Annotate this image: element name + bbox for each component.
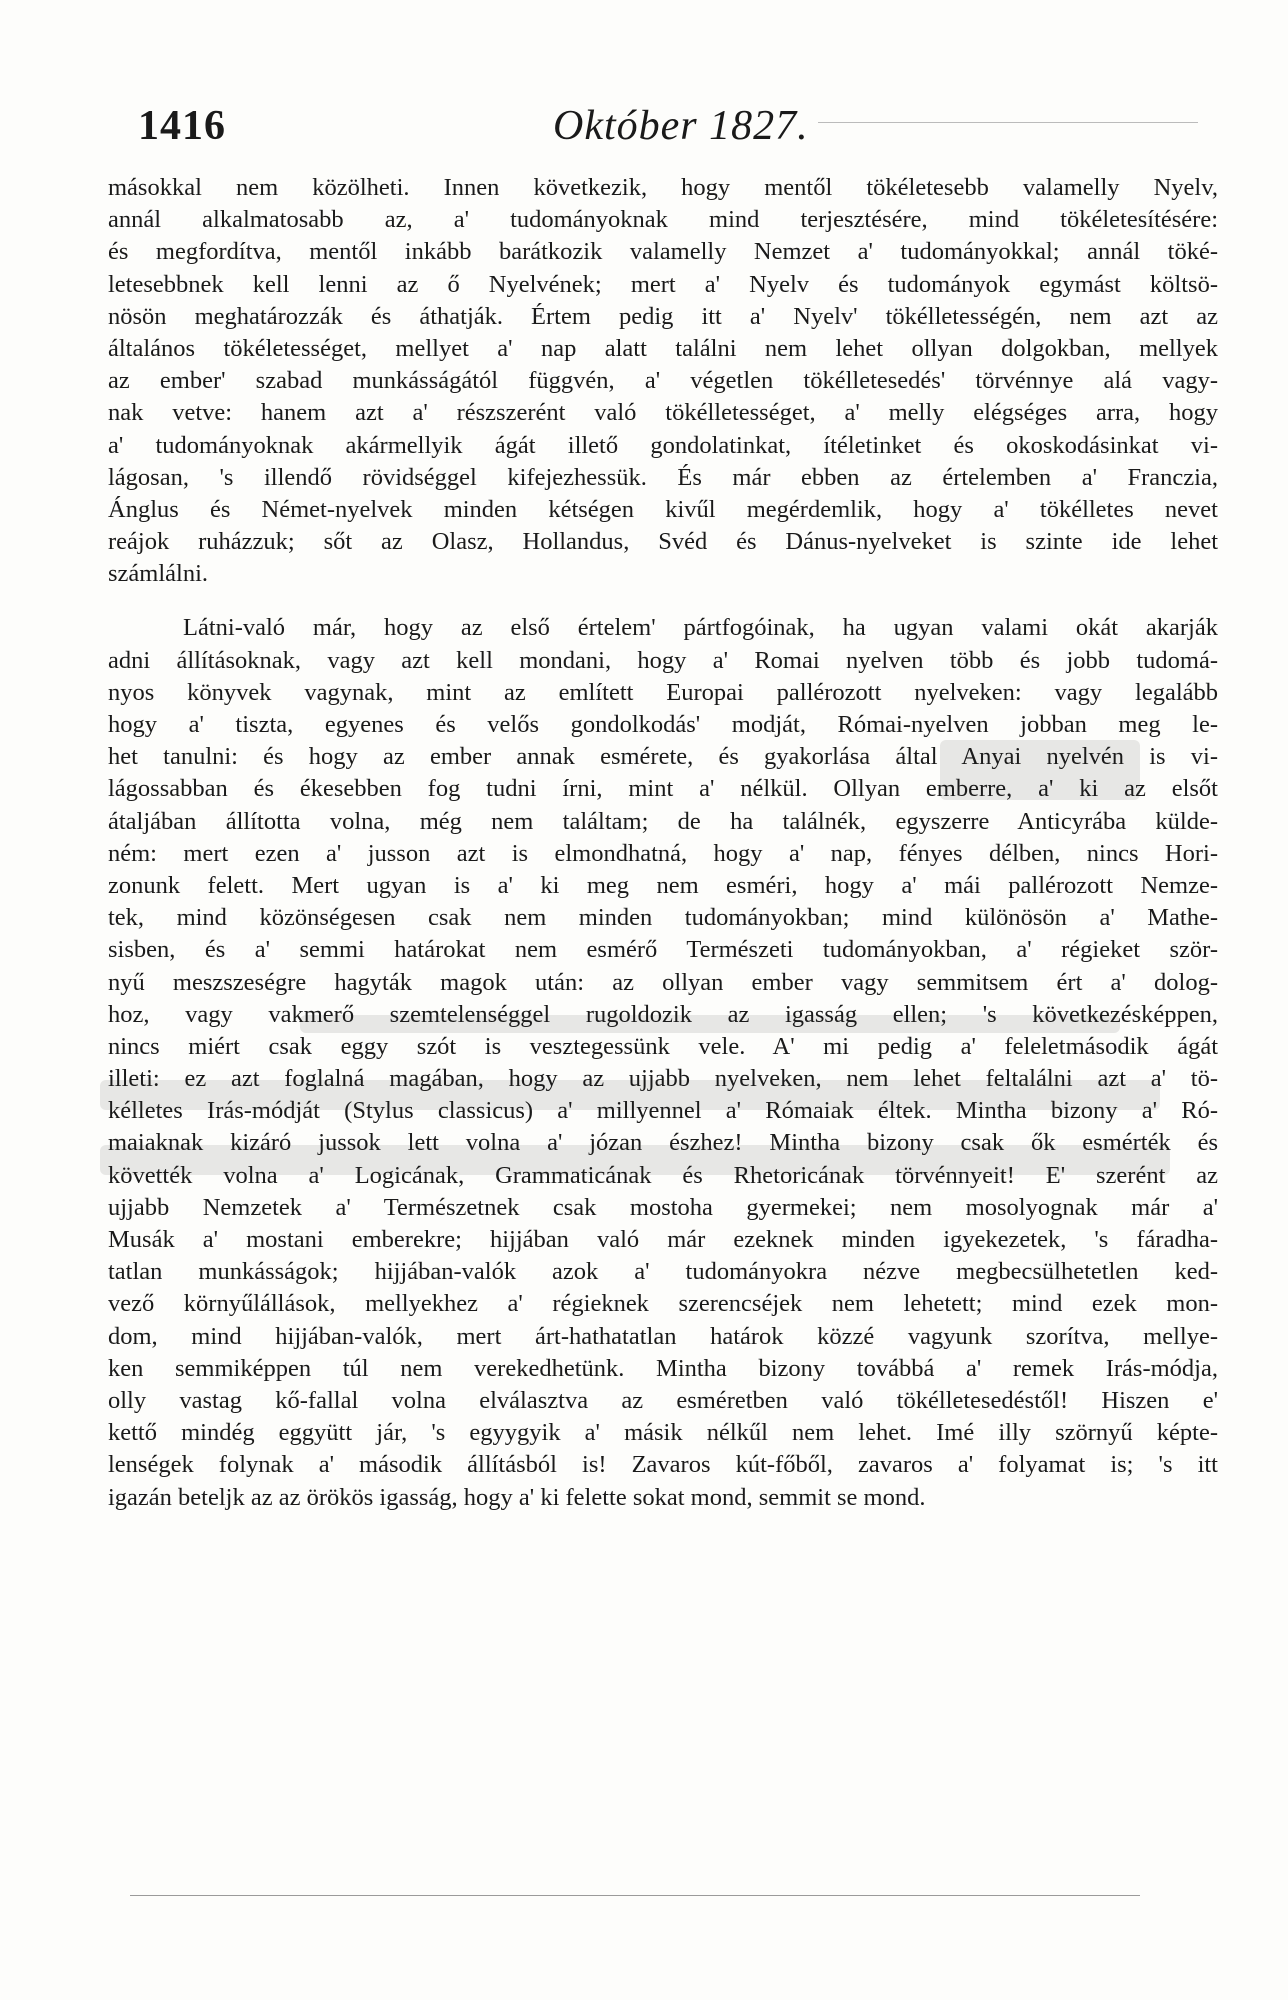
text-line: nincs miért csak eggy szót is vesztegessünk vele. A' mi pedig a' feleletmásodik ágát (108, 1032, 1218, 1060)
text-line: tek, mind közönségesen csak nem minden tudományokban; mind különösön a' Mathe- (108, 904, 1218, 932)
ink-smudge (940, 740, 1140, 800)
text-line: ujjabb Nemzetek a' Természetnek csak mostoha gyermekei; nem mosolyognak már a' (108, 1193, 1218, 1221)
text-line: illeti: ez azt foglalná magában, hogy az ujjabb nyelveken, nem lehet feltalálni azt a' tö- (108, 1065, 1218, 1093)
ink-smudge (300, 1015, 1120, 1033)
text-line: het tanulni: és hogy az ember annak esmérete, és gyakorlása által Anyai nyelvén is vi- (108, 743, 1218, 771)
text-line: ném: mert ezen a' jusson azt is elmondhatná, hogy a' nap, fényes délben, nincs Hori- (108, 839, 1218, 867)
text-line: Musák a' mostani emberekre; hijjában való már ezeknek minden igyekezetek, 's fáradha- (108, 1226, 1218, 1253)
text-line: és megfordítva, mentől inkább barátkozik valamelly Nemzet a' tudományokkal; annál töké- (108, 238, 1218, 266)
text-line: a' tudományoknak akármellyik ágát illető gondolatinkat, ítéletinket és okoskodásinkat vi- (108, 431, 1218, 459)
text-line: adni állításoknak, vagy azt kell mondani, hogy a' Romai nyelven több és jobb tudomá- (108, 646, 1218, 674)
header-rule (818, 122, 1198, 123)
paragraph-1 (108, 172, 1218, 590)
text-line: dom, mind hijjában-valók, mert árt-hathatatlan határok közzé vagyunk szorítva, mellye- (108, 1322, 1218, 1350)
text-line: tatlan munkásságok; hijjában-valók azok a' tudományokra nézve megbecsülhetetlen ked- (108, 1258, 1218, 1286)
text-line: lágossabban és ékesebben fog tudni írni, mint a' nélkül. Ollyan emberre, a' ki az elsőt (108, 775, 1218, 803)
text-line: vező környűlállások, mellyekhez a' régieknek szerencséjek nem lehetett; mind ezek mon- (108, 1290, 1218, 1318)
text-line: lágosan, 's illendő rövidséggel kifejezhessük. És már ebben az értelemben a' Franczia, (108, 463, 1218, 491)
ink-smudge (100, 1145, 1170, 1175)
text-line: letesebbnek kell lenni az ő Nyelvének; mert a' Nyelv és tudományok egymást költsö- (108, 270, 1218, 298)
text-line: maiaknak kizáró jussok lett volna a' józan észhez! Mintha bizony csak ők esmérték és (108, 1129, 1218, 1157)
text-line: nyos könyvek vagynak, mint az említett Europai pallérozott nyelveken: vagy legalább (108, 678, 1218, 706)
page-number: 1416 (138, 103, 226, 149)
text-line: átaljában állította volna, még nem találtam; de ha találnék, egyszerre Anticyrába külde- (108, 807, 1218, 835)
text-line: követték volna a' Logicának, Grammaticának és Rhetoricának törvénnyeit! E' szerént az (108, 1161, 1218, 1189)
text-line: nak vetve: hanem azt a' részszerént való tökélletességet, a' melly elégséges arra, hogy (108, 399, 1218, 427)
body-text (108, 172, 1218, 1514)
underline-mark (130, 1895, 1140, 1896)
text-line: hogy a' tiszta, egyenes és velős gondolkodás' modját, Római-nyelven jobban meg le- (108, 711, 1218, 738)
text-line: olly vastag kő-fallal volna elválasztva az esméretben való tökélletesedéstől! Hiszen e' (108, 1386, 1218, 1414)
text-line: kélletes Irás-módját (Stylus classicus) a' millyennel a' Rómaiak éltek. Mintha bizony a' Ró- (108, 1097, 1218, 1125)
text-line: Látni-való már, hogy az első értelem' pártfogóinak, ha ugyan valami okát akarják (183, 614, 1218, 642)
text-line: sisben, és a' semmi határokat nem esmérő Természeti tudományokban, a' régieket ször- (108, 936, 1218, 964)
ink-smudge (100, 1080, 1160, 1110)
paragraph-gap (108, 590, 1218, 612)
text-line: kettő mindég eggyütt jár, 's egyygyik a' másik nélkűl nem lehet. Imé illy szörnyű képte- (108, 1419, 1218, 1447)
text-line: általános tökéletességet, mellyet a' nap alatt találni nem lehet ollyan dolgokban, mellyek (108, 334, 1218, 362)
text-line: nösön meghatározzák és áthatják. Értem pedig itt a' Nyelv' tökélletességén, nem azt az (108, 302, 1218, 330)
running-title: Október 1827. (553, 103, 809, 149)
text-line: lenségek folynak a' második állításból is! Zavaros kút-főből, zavaros a' folyamat is; 's itt (108, 1451, 1218, 1479)
text-line: számlálni. (108, 560, 209, 588)
text-line: nyű meszszeségre hagyták magok után: az ollyan ember vagy semmitsem ért a' dolog- (108, 968, 1218, 996)
text-line: Ánglus és Német-nyelvek minden kétségen kivűl megérdemlik, hogy a' tökélletes nevet (108, 495, 1218, 523)
text-line: annál alkalmatosabb az, a' tudományoknak mind terjesztésére, mind tökéletesítésére: (108, 206, 1218, 234)
text-line: igazán beteljk az az örökös igasság, hogy a' ki felette sokat mond, semmit se mond. (108, 1483, 926, 1511)
text-line: zonunk felett. Mert ugyan is a' ki meg nem esméri, hogy a' mái pallérozott Nemze- (108, 871, 1218, 899)
text-line: ken semmiképpen túl nem verekedhetünk. Mintha bizony továbbá a' remek Irás-módja, (108, 1354, 1218, 1382)
text-line: reájok ruházzuk; sőt az Olasz, Hollandus, Svéd és Dánus-nyelveket is szinte ide lehet (108, 528, 1218, 556)
text-line: hoz, vagy vakmerő szemtelenséggel rugoldozik az igasság ellen; 's következésképpen, (108, 1000, 1218, 1028)
text-line: másokkal nem közölheti. Innen következik, hogy mentől tökéletesebb valamelly Nyelv, (108, 174, 1218, 201)
text-line: az ember' szabad munkásságától függvén, a' végetlen tökélletesedés' törvénnye alá vagy- (108, 367, 1218, 395)
page-header (138, 92, 1198, 152)
